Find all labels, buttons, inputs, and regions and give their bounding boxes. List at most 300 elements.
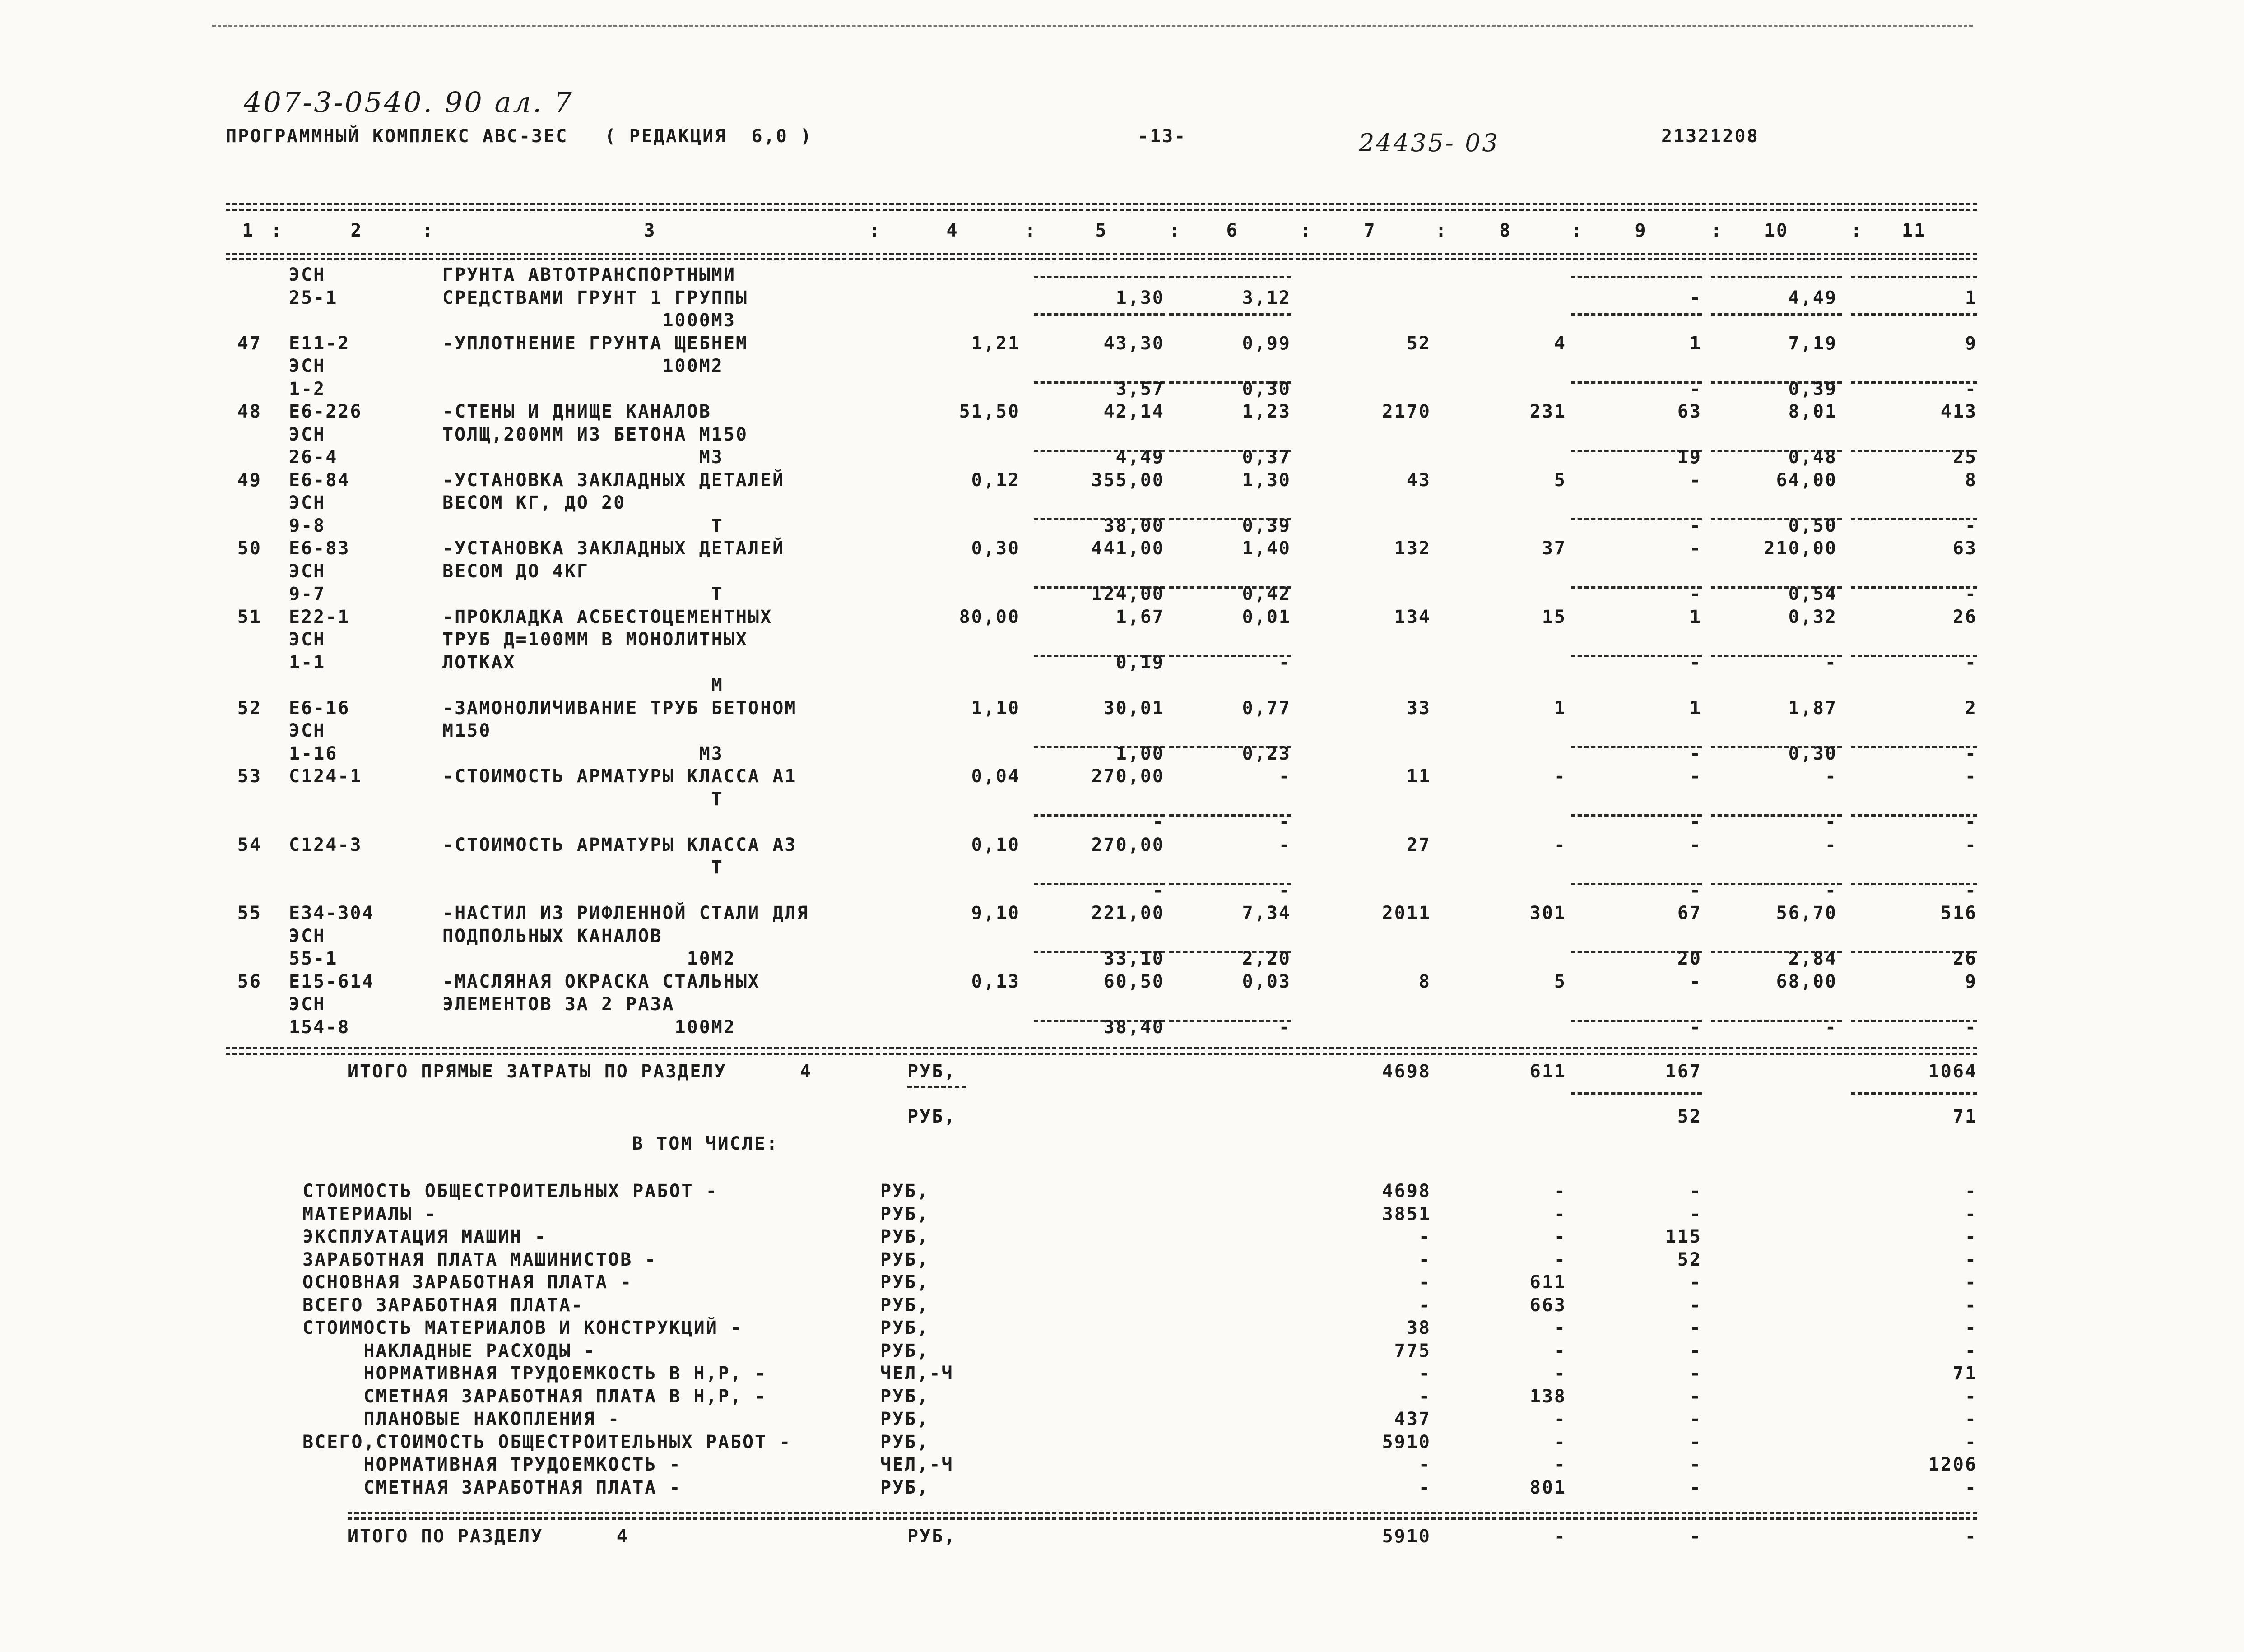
column-header-rule-2 bbox=[226, 258, 1977, 260]
summary-col9: - bbox=[1689, 1181, 1702, 1202]
cell-c10: - bbox=[1825, 766, 1837, 787]
cell-underline bbox=[1571, 276, 1702, 278]
cell-c5: 1,00 bbox=[1115, 743, 1165, 764]
column-separator: : bbox=[1711, 220, 1724, 241]
cell-c4: 9,10 bbox=[971, 903, 1020, 923]
cell-desc: -СТЕНЫ И ДНИЩЕ КАНАЛОВ bbox=[442, 401, 711, 422]
cell-desc: 100М2 bbox=[442, 1016, 736, 1038]
cell-c10: - bbox=[1825, 1016, 1837, 1038]
cell-c5: 38,00 bbox=[1103, 515, 1165, 536]
cell-c10: - bbox=[1825, 812, 1837, 832]
summary-label: СМЕТНАЯ ЗАРАБОТНАЯ ПЛАТА В Н,Р, - bbox=[302, 1386, 767, 1407]
cell-c6: 0,42 bbox=[1242, 584, 1291, 604]
second-col11: 71 bbox=[1952, 1106, 1977, 1127]
cell-c8: 301 bbox=[1529, 903, 1566, 923]
cell-c8: - bbox=[1554, 766, 1566, 787]
cell-code: 1-2 bbox=[289, 378, 326, 399]
itogo-label: ИТОГО ПРЯМЫЕ ЗАТРАТЫ ПО РАЗДЕЛУ 4 bbox=[348, 1061, 813, 1082]
cell-c11: - bbox=[1965, 812, 1977, 832]
cell-c4: 80,00 bbox=[959, 606, 1020, 627]
cell-c10: 0,32 bbox=[1788, 606, 1837, 627]
summary-label: ЭКСПЛУАТАЦИЯ МАШИН - bbox=[302, 1226, 547, 1247]
summary-col8: - bbox=[1554, 1226, 1566, 1247]
cell-c9: - bbox=[1689, 880, 1702, 901]
cell-c5: 30,01 bbox=[1103, 697, 1165, 719]
summary-unit: РУБ, bbox=[880, 1477, 929, 1498]
cell-code: 1-1 bbox=[289, 652, 326, 673]
summary-label: НОРМАТИВНАЯ ТРУДОЕМКОСТЬ - bbox=[302, 1454, 682, 1475]
summary-col9: - bbox=[1689, 1203, 1702, 1225]
cell-n: 48 bbox=[237, 401, 262, 422]
column-header-11: 11 bbox=[1901, 220, 1927, 241]
column-header-2: 2 bbox=[350, 220, 363, 241]
cell-c9: 63 bbox=[1677, 401, 1702, 422]
summary-label: ЗАРАБОТНАЯ ПЛАТА МАШИНИСТОВ - bbox=[302, 1249, 657, 1270]
cell-c6: 7,34 bbox=[1242, 903, 1291, 923]
cell-c4: 0,13 bbox=[971, 971, 1020, 992]
summary-col7: - bbox=[1418, 1386, 1431, 1407]
summary-col7: 5910 bbox=[1382, 1431, 1431, 1452]
summary-label: СМЕТНАЯ ЗАРАБОТНАЯ ПЛАТА - bbox=[302, 1477, 682, 1498]
cell-c10: 0,30 bbox=[1788, 743, 1837, 764]
page-number: -13- bbox=[1138, 126, 1187, 147]
cell-c7: 11 bbox=[1406, 766, 1431, 787]
cell-code: Е22-1 bbox=[289, 606, 350, 627]
cell-c4: 1,21 bbox=[971, 333, 1020, 354]
cell-desc: ПОДПОЛЬНЫХ КАНАЛОВ bbox=[442, 925, 663, 947]
cell-c11: 26 bbox=[1952, 948, 1977, 969]
program-title: ПРОГРАММНЫЙ КОМПЛЕКС АВС-3ЕС ( РЕДАКЦИЯ 6,0 ) bbox=[226, 126, 813, 147]
cell-n: 53 bbox=[237, 766, 262, 787]
cell-code: Е6-83 bbox=[289, 538, 350, 559]
cell-c11: - bbox=[1965, 378, 1977, 399]
cell-c5: 124,00 bbox=[1091, 584, 1165, 604]
summary-label: НАКЛАДНЫЕ РАСХОДЫ - bbox=[302, 1340, 596, 1361]
cell-c9: 1 bbox=[1689, 333, 1702, 354]
cell-desc: ГРУНТА АВТОТРАНСПОРТНЫМИ bbox=[442, 265, 736, 285]
final-col9: - bbox=[1689, 1526, 1702, 1547]
summary-col9: - bbox=[1689, 1431, 1702, 1452]
summary-col9: - bbox=[1689, 1477, 1702, 1498]
column-separator: : bbox=[1300, 220, 1313, 241]
final-col8: - bbox=[1554, 1526, 1566, 1547]
cell-desc: М3 bbox=[442, 743, 724, 764]
handwritten-code: 407-3-0540. 90 ал. 7 bbox=[244, 86, 574, 119]
summary-col9: - bbox=[1689, 1318, 1702, 1338]
cell-c9: - bbox=[1689, 743, 1702, 764]
summary-col11: - bbox=[1965, 1295, 1977, 1316]
summary-col7: - bbox=[1418, 1295, 1431, 1316]
cell-c5: 38,40 bbox=[1103, 1016, 1165, 1038]
cell-code: С124-1 bbox=[289, 766, 362, 787]
cell-c9: - bbox=[1689, 515, 1702, 536]
cell-desc: СРЕДСТВАМИ ГРУНТ 1 ГРУППЫ bbox=[442, 287, 748, 308]
cell-code: ЭСН bbox=[289, 561, 326, 582]
cell-c6: - bbox=[1278, 880, 1291, 901]
cell-c5: - bbox=[1152, 880, 1165, 901]
cell-desc: 100М2 bbox=[442, 356, 724, 376]
cell-c6: 0,37 bbox=[1242, 447, 1291, 468]
cell-c11: 63 bbox=[1952, 538, 1977, 559]
summary-col9: - bbox=[1689, 1295, 1702, 1316]
cell-code: ЭСН bbox=[289, 629, 326, 650]
cell-c6: 0,30 bbox=[1242, 378, 1291, 399]
summary-label: ВСЕГО ЗАРАБОТНАЯ ПЛАТА- bbox=[302, 1295, 584, 1316]
cell-c4: 0,10 bbox=[971, 834, 1020, 855]
summary-col11: - bbox=[1965, 1318, 1977, 1338]
summary-unit: РУБ, bbox=[880, 1409, 929, 1429]
final-rule bbox=[348, 1512, 1977, 1514]
summary-col7: 38 bbox=[1406, 1318, 1431, 1338]
cell-c11: 516 bbox=[1940, 903, 1977, 923]
cell-c10: - bbox=[1825, 880, 1837, 901]
summary-col7: - bbox=[1418, 1363, 1431, 1384]
cell-c10: 0,50 bbox=[1788, 515, 1837, 536]
cell-c5: 441,00 bbox=[1091, 538, 1165, 559]
column-header-6: 6 bbox=[1226, 220, 1239, 241]
summary-col9: - bbox=[1689, 1363, 1702, 1384]
cell-c11: 9 bbox=[1965, 971, 1977, 992]
column-separator: : bbox=[1851, 220, 1863, 241]
cell-c7: 27 bbox=[1406, 834, 1431, 855]
column-separator: : bbox=[1025, 220, 1037, 241]
cell-c7: 52 bbox=[1406, 333, 1431, 354]
cell-desc: Т bbox=[442, 515, 724, 536]
cell-c10: 1,87 bbox=[1788, 697, 1837, 719]
cell-code: ЭСН bbox=[289, 925, 326, 947]
cell-desc: ВЕСОМ КГ, ДО 20 bbox=[442, 492, 626, 513]
cell-c6: - bbox=[1278, 812, 1291, 832]
cell-desc: ТОЛЩ,200ММ ИЗ БЕТОНА М150 bbox=[442, 424, 748, 445]
summary-label: ВСЕГО,СТОИМОСТЬ ОБЩЕСТРОИТЕЛЬНЫХ РАБОТ - bbox=[302, 1431, 792, 1452]
cell-desc: 10М2 bbox=[442, 948, 736, 969]
cell-desc: М3 bbox=[442, 447, 724, 468]
cell-code: 1-16 bbox=[289, 743, 338, 764]
cell-underline bbox=[1169, 276, 1291, 278]
cell-c7: 33 bbox=[1406, 697, 1431, 719]
cell-desc: М150 bbox=[442, 720, 492, 741]
summary-col7: - bbox=[1418, 1477, 1431, 1498]
final-label: ИТОГО ПО РАЗДЕЛУ 4 bbox=[348, 1526, 629, 1547]
summary-col11: - bbox=[1965, 1272, 1977, 1293]
cell-code: 9-8 bbox=[289, 515, 326, 536]
cell-c11: - bbox=[1965, 880, 1977, 901]
cell-desc: Т bbox=[442, 789, 724, 810]
cell-c5: 0,19 bbox=[1115, 652, 1165, 673]
table-top-rule bbox=[226, 203, 1977, 205]
cell-underline bbox=[1034, 276, 1165, 278]
summary-unit: РУБ, bbox=[880, 1249, 929, 1270]
cell-c5: - bbox=[1152, 812, 1165, 832]
cell-underline bbox=[1169, 313, 1291, 316]
cell-c4: 51,50 bbox=[959, 401, 1020, 422]
cell-n: 54 bbox=[237, 834, 262, 855]
cell-desc: -НАСТИЛ ИЗ РИФЛЕННОЙ СТАЛИ ДЛЯ bbox=[442, 903, 809, 923]
summary-unit: РУБ, bbox=[880, 1431, 929, 1452]
cell-c9: 19 bbox=[1677, 447, 1702, 468]
second-col9: 52 bbox=[1677, 1106, 1702, 1127]
summary-col11: 71 bbox=[1952, 1363, 1977, 1384]
summary-col11: 1206 bbox=[1928, 1454, 1977, 1475]
second-unit: РУБ, bbox=[907, 1106, 957, 1127]
cell-c9: 1 bbox=[1689, 606, 1702, 627]
summary-col9: 115 bbox=[1665, 1226, 1702, 1247]
summary-col11: - bbox=[1965, 1249, 1977, 1270]
cell-c5: 60,50 bbox=[1103, 971, 1165, 992]
cell-c7: 134 bbox=[1394, 606, 1431, 627]
column-separator: : bbox=[1436, 220, 1448, 241]
cell-c11: - bbox=[1965, 1016, 1977, 1038]
cell-c10: 56,70 bbox=[1776, 903, 1837, 923]
cell-desc: -СТОИМОСТЬ АРМАТУРЫ КЛАССА А1 bbox=[442, 766, 797, 787]
itogo-col11: 1064 bbox=[1928, 1061, 1977, 1082]
cell-code: ЭСН bbox=[289, 356, 326, 376]
cell-c6: 0,03 bbox=[1242, 971, 1291, 992]
cell-n: 52 bbox=[237, 697, 262, 719]
cell-desc: -ПРОКЛАДКА АСБЕСТОЦЕМЕНТНЫХ bbox=[442, 606, 773, 627]
summary-col9: - bbox=[1689, 1272, 1702, 1293]
summary-unit: РУБ, bbox=[880, 1203, 929, 1225]
cell-desc: ТРУБ Д=100ММ В МОНОЛИТНЫХ bbox=[442, 629, 748, 650]
cell-c6: - bbox=[1278, 766, 1291, 787]
final-unit: РУБ, bbox=[907, 1526, 957, 1547]
cell-c5: 270,00 bbox=[1091, 766, 1165, 787]
cell-c11: 25 bbox=[1952, 447, 1977, 468]
cell-c9: - bbox=[1689, 287, 1702, 308]
cell-code: ЭСН bbox=[289, 265, 326, 285]
cell-c4: 1,10 bbox=[971, 697, 1020, 719]
column-header-rule bbox=[226, 253, 1977, 255]
cell-c9: - bbox=[1689, 652, 1702, 673]
itogo-unit-underline bbox=[907, 1086, 966, 1088]
column-header-7: 7 bbox=[1364, 220, 1376, 241]
totals-rule bbox=[226, 1047, 1977, 1049]
cell-c10: 210,00 bbox=[1764, 538, 1837, 559]
cell-c4: 0,30 bbox=[971, 538, 1020, 559]
cell-code: Е34-304 bbox=[289, 903, 375, 923]
cell-c11: 413 bbox=[1940, 401, 1977, 422]
cell-c5: 42,14 bbox=[1103, 401, 1165, 422]
summary-col8: - bbox=[1554, 1249, 1566, 1270]
cell-desc: М bbox=[442, 675, 724, 696]
cell-c11: 1 bbox=[1965, 287, 1977, 308]
cell-c8: 37 bbox=[1542, 538, 1566, 559]
summary-col11: - bbox=[1965, 1477, 1977, 1498]
final-rule-2 bbox=[348, 1517, 1977, 1520]
cell-c6: 2,20 bbox=[1242, 948, 1291, 969]
cell-c5: 33,10 bbox=[1103, 948, 1165, 969]
cell-c8: 5 bbox=[1554, 469, 1566, 491]
cell-desc: Т bbox=[442, 584, 724, 604]
cell-n: 47 bbox=[237, 333, 262, 354]
cell-underline bbox=[1034, 313, 1165, 316]
cell-c6: 0,23 bbox=[1242, 743, 1291, 764]
cell-c6: - bbox=[1278, 652, 1291, 673]
summary-unit: ЧЕЛ,-Ч bbox=[880, 1363, 954, 1384]
column-header-8: 8 bbox=[1499, 220, 1512, 241]
column-separator: : bbox=[271, 220, 283, 241]
cell-code: 55-1 bbox=[289, 948, 338, 969]
summary-unit: РУБ, bbox=[880, 1340, 929, 1361]
cell-c9: - bbox=[1689, 812, 1702, 832]
cell-desc: ЛОТКАХ bbox=[442, 652, 516, 673]
cell-c5: 1,30 bbox=[1115, 287, 1165, 308]
column-separator: : bbox=[1571, 220, 1584, 241]
cell-c9: - bbox=[1689, 378, 1702, 399]
cell-c8: 15 bbox=[1542, 606, 1566, 627]
summary-unit: РУБ, bbox=[880, 1181, 929, 1202]
summary-col8: 801 bbox=[1529, 1477, 1566, 1498]
summary-col8: - bbox=[1554, 1181, 1566, 1202]
document-code: 21321208 bbox=[1661, 126, 1759, 147]
cell-n: 49 bbox=[237, 469, 262, 491]
cell-c5: 3,57 bbox=[1115, 378, 1165, 399]
summary-col7: 437 bbox=[1394, 1409, 1431, 1429]
cell-c7: 8 bbox=[1418, 971, 1431, 992]
cell-code: Е6-226 bbox=[289, 401, 362, 422]
cell-c8: 4 bbox=[1554, 333, 1566, 354]
summary-unit: РУБ, bbox=[880, 1295, 929, 1316]
cell-desc: -УПЛОТНЕНИЕ ГРУНТА ЩЕБНЕМ bbox=[442, 333, 748, 354]
summary-col9: - bbox=[1689, 1454, 1702, 1475]
cell-c9: - bbox=[1689, 766, 1702, 787]
cell-desc: -УСТАНОВКА ЗАКЛАДНЫХ ДЕТАЛЕЙ bbox=[442, 538, 785, 559]
final-col11: - bbox=[1965, 1526, 1977, 1547]
cell-c9: - bbox=[1689, 538, 1702, 559]
cell-code: Е6-84 bbox=[289, 469, 350, 491]
summary-col8: - bbox=[1554, 1203, 1566, 1225]
cell-c10: - bbox=[1825, 834, 1837, 855]
cell-code: 9-7 bbox=[289, 584, 326, 604]
cell-c8: 1 bbox=[1554, 697, 1566, 719]
cell-c10: 64,00 bbox=[1776, 469, 1837, 491]
summary-unit: РУБ, bbox=[880, 1386, 929, 1407]
summary-col9: - bbox=[1689, 1409, 1702, 1429]
itogo-col9: 167 bbox=[1665, 1061, 1702, 1082]
cell-c5: 4,49 bbox=[1115, 447, 1165, 468]
cell-c10: 0,54 bbox=[1788, 584, 1837, 604]
cell-c11: - bbox=[1965, 743, 1977, 764]
cell-underline bbox=[1571, 313, 1702, 316]
cell-c10: 0,39 bbox=[1788, 378, 1837, 399]
summary-label: СТОИМОСТЬ ОБЩЕСТРОИТЕЛЬНЫХ РАБОТ - bbox=[302, 1181, 718, 1202]
cell-c10: - bbox=[1825, 652, 1837, 673]
cell-c6: 3,12 bbox=[1242, 287, 1291, 308]
cell-desc: -ЗАМОНОЛИЧИВАНИЕ ТРУБ БЕТОНОМ bbox=[442, 697, 797, 719]
column-separator: : bbox=[422, 220, 435, 241]
cell-desc: -УСТАНОВКА ЗАКЛАДНЫХ ДЕТАЛЕЙ bbox=[442, 469, 785, 491]
summary-col11: - bbox=[1965, 1203, 1977, 1225]
totals-rule-2 bbox=[226, 1053, 1977, 1055]
cell-c11: - bbox=[1965, 584, 1977, 604]
cell-code: 26-4 bbox=[289, 447, 338, 468]
cell-code: ЭСН bbox=[289, 994, 326, 1015]
cell-code: ЭСН bbox=[289, 720, 326, 741]
cell-c8: 231 bbox=[1529, 401, 1566, 422]
column-separator: : bbox=[1169, 220, 1182, 241]
cell-desc: -МАСЛЯНАЯ ОКРАСКА СТАЛЬНЫХ bbox=[442, 971, 761, 992]
cell-c7: 132 bbox=[1394, 538, 1431, 559]
cell-c9: 20 bbox=[1677, 948, 1702, 969]
cell-c10: 7,19 bbox=[1788, 333, 1837, 354]
summary-col8: - bbox=[1554, 1409, 1566, 1429]
summary-col8: - bbox=[1554, 1454, 1566, 1475]
summary-label: ПЛАНОВЫЕ НАКОПЛЕНИЯ - bbox=[302, 1409, 621, 1429]
cell-c6: 0,01 bbox=[1242, 606, 1291, 627]
column-header-9: 9 bbox=[1635, 220, 1647, 241]
column-header-5: 5 bbox=[1095, 220, 1108, 241]
cell-c6: 0,39 bbox=[1242, 515, 1291, 536]
cell-n: 56 bbox=[237, 971, 262, 992]
cell-c11: 8 bbox=[1965, 469, 1977, 491]
scan-noise-top bbox=[212, 25, 1973, 27]
summary-col7: 3851 bbox=[1382, 1203, 1431, 1225]
itogo-col8: 611 bbox=[1529, 1061, 1566, 1082]
summary-col11: - bbox=[1965, 1386, 1977, 1407]
summary-col7: 775 bbox=[1394, 1340, 1431, 1361]
summary-col7: 4698 bbox=[1382, 1181, 1431, 1202]
cell-code: ЭСН bbox=[289, 424, 326, 445]
summary-label: СТОИМОСТЬ МАТЕРИАЛОВ И КОНСТРУКЦИЙ - bbox=[302, 1318, 743, 1338]
cell-c10: 2,84 bbox=[1788, 948, 1837, 969]
cell-code: 25-1 bbox=[289, 287, 338, 308]
cell-c10: 68,00 bbox=[1776, 971, 1837, 992]
cell-underline bbox=[1851, 313, 1977, 316]
cell-underline bbox=[1711, 276, 1842, 278]
itogo-col7: 4698 bbox=[1382, 1061, 1431, 1082]
summary-col7: - bbox=[1418, 1249, 1431, 1270]
cell-c5: 43,30 bbox=[1103, 333, 1165, 354]
cell-desc: -СТОИМОСТЬ АРМАТУРЫ КЛАССА А3 bbox=[442, 834, 797, 855]
itogo-unit: РУБ, bbox=[907, 1061, 957, 1082]
summary-col7: - bbox=[1418, 1272, 1431, 1293]
cell-desc: ВЕСОМ ДО 4КГ bbox=[442, 561, 589, 582]
summary-col9: - bbox=[1689, 1340, 1702, 1361]
cell-code: С124-3 bbox=[289, 834, 362, 855]
cell-desc: 1000М3 bbox=[442, 310, 736, 331]
v-tom-chisle: В ТОМ ЧИСЛЕ: bbox=[632, 1133, 779, 1154]
summary-col8: - bbox=[1554, 1363, 1566, 1384]
summary-label: МАТЕРИАЛЫ - bbox=[302, 1203, 437, 1225]
cell-desc: Т bbox=[442, 857, 724, 878]
cell-c6: 1,23 bbox=[1242, 401, 1291, 422]
summary-col11: - bbox=[1965, 1431, 1977, 1452]
cell-c4: 0,04 bbox=[971, 766, 1020, 787]
summary-col8: - bbox=[1554, 1340, 1566, 1361]
cell-c11: - bbox=[1965, 766, 1977, 787]
handwritten-number: 24435- 03 bbox=[1359, 129, 1500, 157]
itogo-col9-underline bbox=[1571, 1092, 1702, 1095]
itogo-col11-underline bbox=[1851, 1092, 1977, 1095]
summary-unit: РУБ, bbox=[880, 1272, 929, 1293]
summary-unit: РУБ, bbox=[880, 1226, 929, 1247]
summary-col7: - bbox=[1418, 1454, 1431, 1475]
summary-col8: 663 bbox=[1529, 1295, 1566, 1316]
final-col7: 5910 bbox=[1382, 1526, 1431, 1547]
cell-c9: - bbox=[1689, 1016, 1702, 1038]
cell-c7: 43 bbox=[1406, 469, 1431, 491]
cell-c6: 0,77 bbox=[1242, 697, 1291, 719]
cell-c11: - bbox=[1965, 652, 1977, 673]
cell-c5: 1,67 bbox=[1115, 606, 1165, 627]
column-separator: : bbox=[869, 220, 882, 241]
summary-col11: - bbox=[1965, 1181, 1977, 1202]
cell-c9: - bbox=[1689, 469, 1702, 491]
cell-c5: 270,00 bbox=[1091, 834, 1165, 855]
column-header-4: 4 bbox=[946, 220, 959, 241]
cell-c6: 1,40 bbox=[1242, 538, 1291, 559]
cell-c6: - bbox=[1278, 834, 1291, 855]
